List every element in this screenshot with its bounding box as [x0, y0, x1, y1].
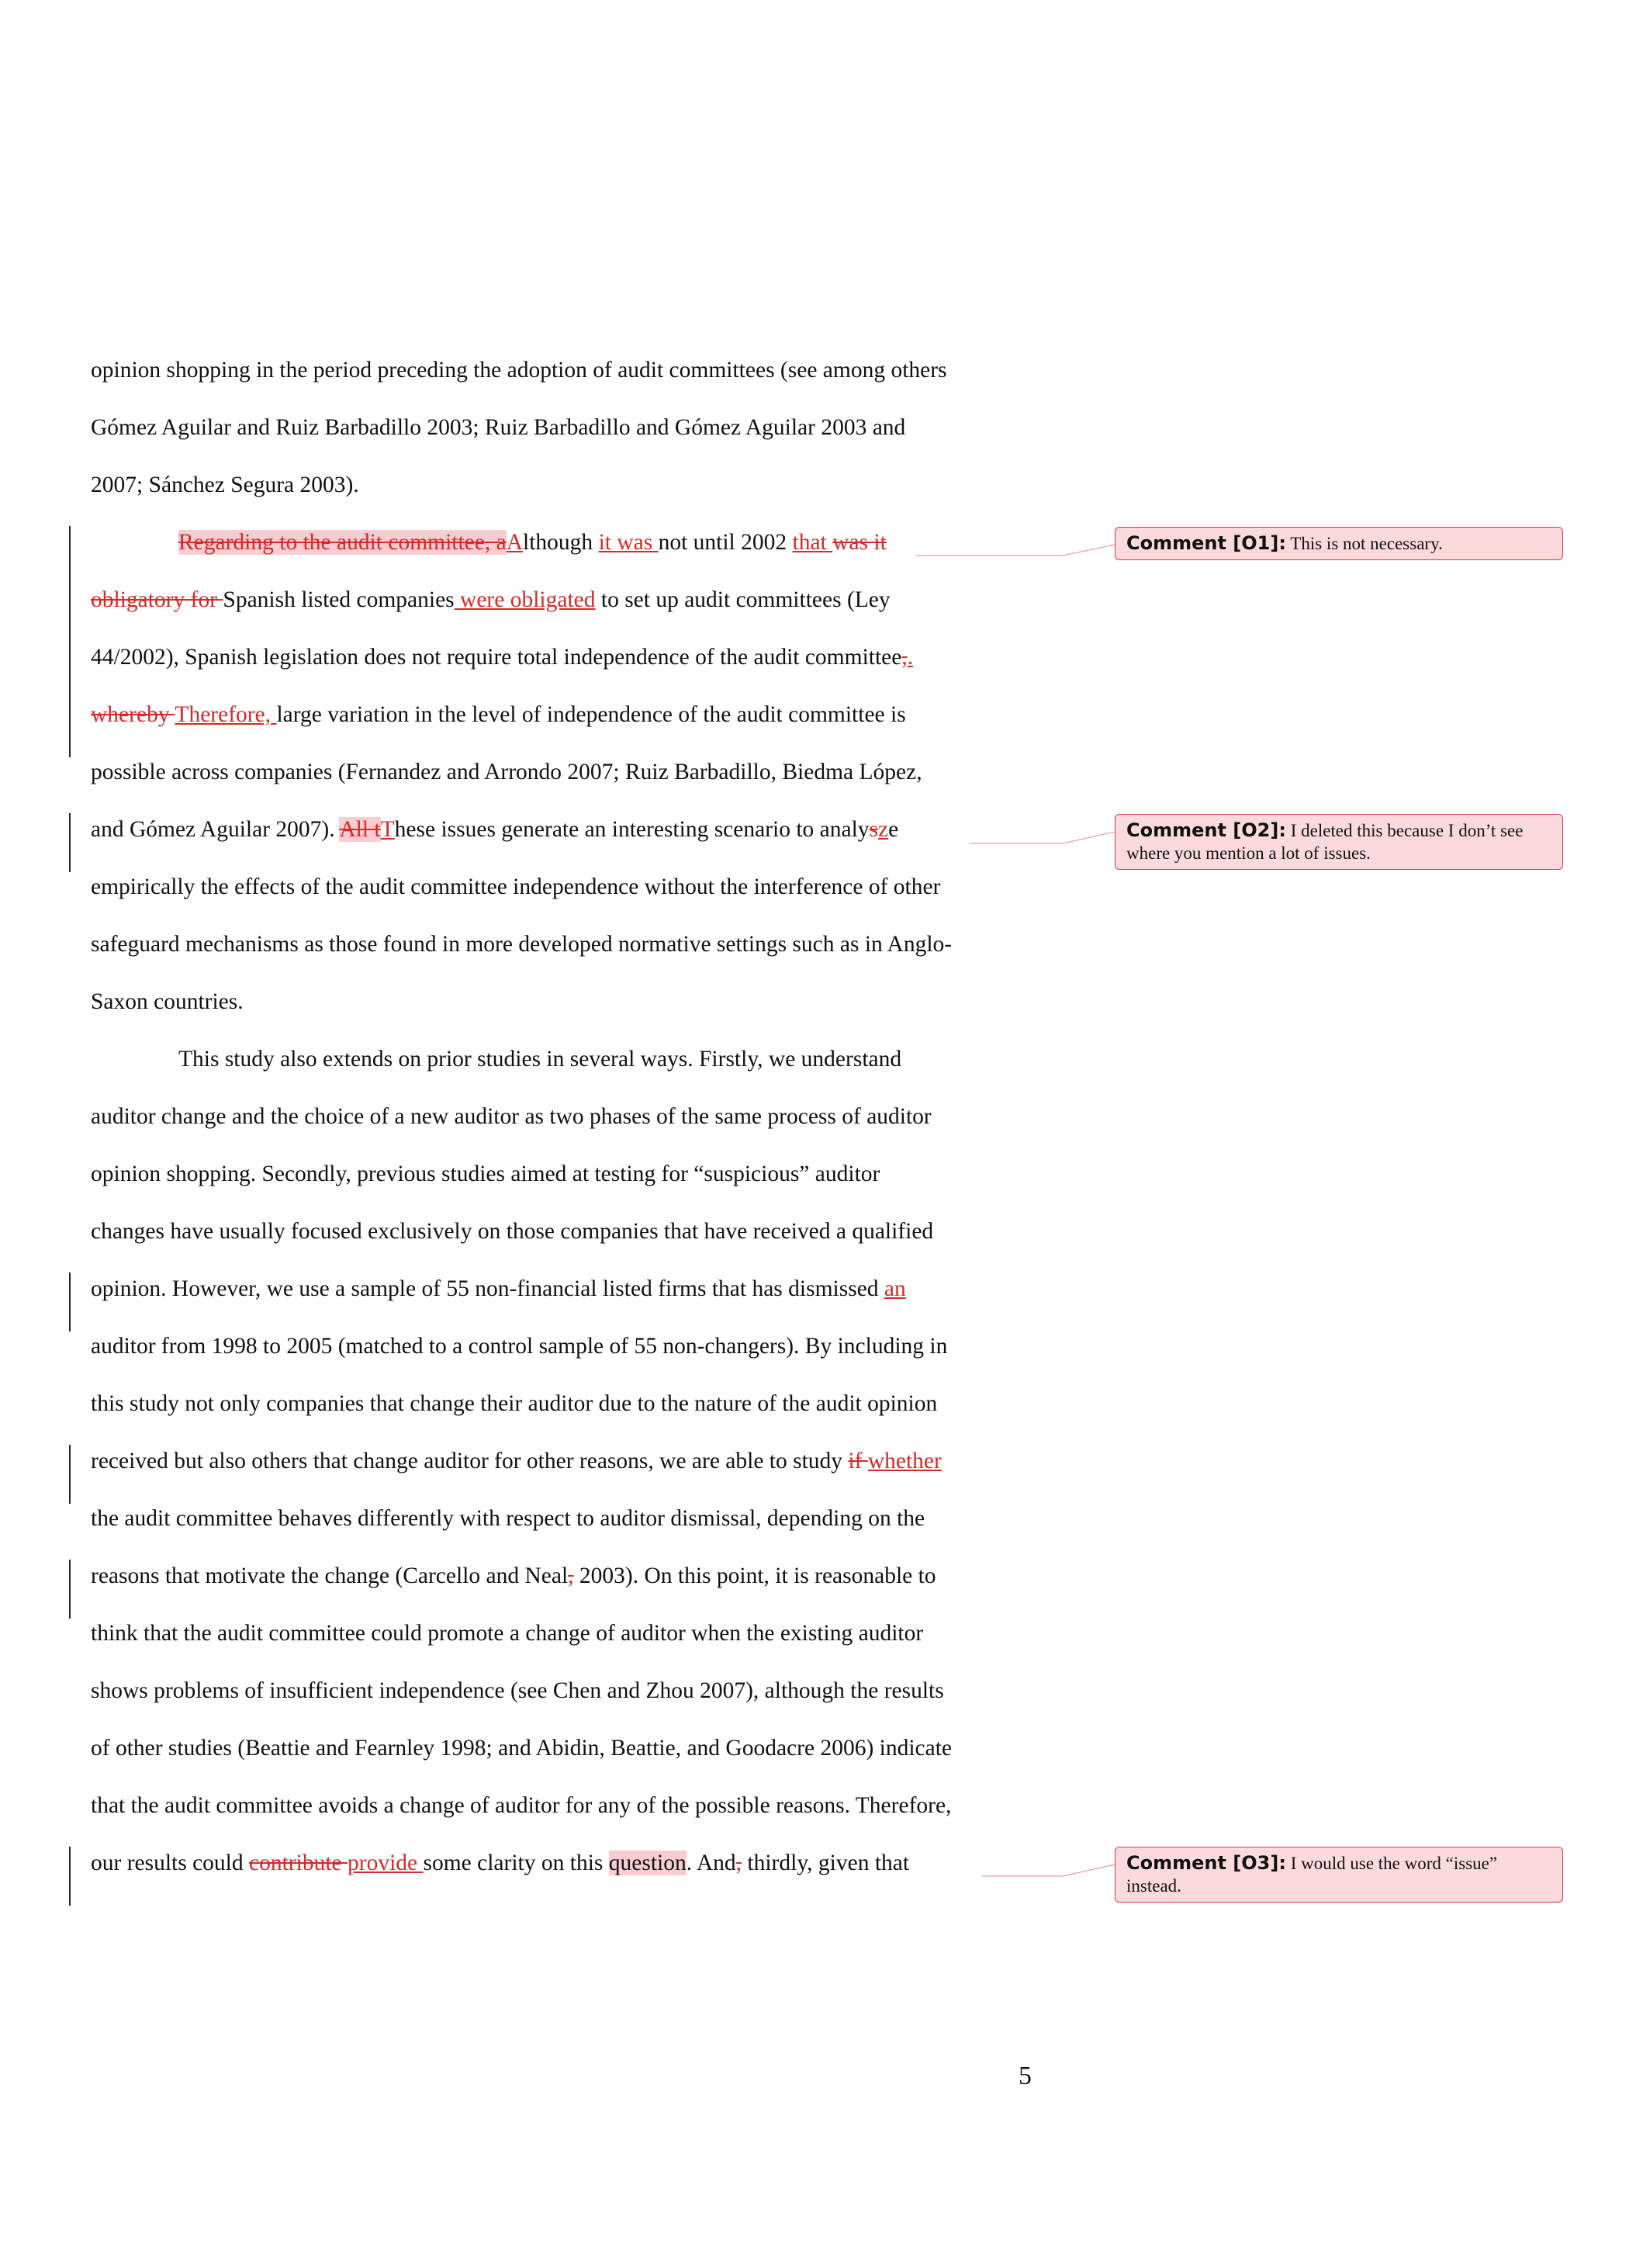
text-line-tracked: Regarding to the audit committee, aAlthough it was not until 2002 that was it	[178, 530, 887, 555]
insertion: provide	[348, 1851, 424, 1875]
text-line: that the audit committee avoids a change of auditor for any of the possible reasons. Therefore,	[91, 1793, 952, 1818]
comment-text: I deleted this because I don’t see where you mention a lot of issues.	[1126, 821, 1524, 863]
text-line: auditor from 1998 to 2005 (matched to a control sample of 55 non-changers). By including in	[91, 1334, 948, 1359]
insertion: whether	[867, 1449, 942, 1473]
text-line: think that the audit committee could promote a change of auditor when the existing auditor	[91, 1621, 924, 1646]
insertion: an	[884, 1276, 906, 1301]
text-line: Saxon countries.	[91, 989, 244, 1014]
comment-balloon[interactable]	[1115, 1847, 1563, 1903]
text-line: this study not only companies that change their auditor due to the nature of the audit opinion	[91, 1391, 938, 1416]
page-number: 5	[1019, 2062, 1032, 2090]
comment-connector-2	[970, 832, 1115, 843]
text-line-tracked: obligatory for Spanish listed companies were obligated to set up audit committees (Ley	[91, 587, 891, 612]
text-line-tracked: 44/2002), Spanish legislation does not require total independence of the audit committee,.	[91, 645, 914, 670]
text-line: auditor change and the choice of a new auditor as two phases of the same process of auditor	[91, 1104, 932, 1129]
insertion: Therefore,	[175, 702, 277, 727]
comment-label: Comment [O1]:	[1126, 532, 1286, 554]
insertion: that	[792, 530, 833, 555]
deletion: All t	[339, 817, 381, 842]
text-line: opinion shopping in the period preceding the adoption of audit committees (see among others	[91, 358, 947, 383]
text-line: shows problems of insufficient independence (see Chen and Zhou 2007), although the results	[91, 1678, 944, 1703]
text-line: 2007; Sánchez Segura 2003).	[91, 473, 359, 497]
text-line-tracked: reasons that motivate the change (Carcello and Neal, 2003). On this point, it is reasonable to	[91, 1563, 936, 1588]
deletion: was it	[832, 530, 887, 555]
comment-text: This is not necessary.	[1290, 534, 1443, 553]
deletion: if	[848, 1449, 868, 1473]
text-line: This study also extends on prior studies in several ways. Firstly, we understand	[178, 1047, 902, 1072]
deletion: ,	[735, 1851, 742, 1875]
insertion: .	[907, 645, 914, 670]
text-line: safeguard mechanisms as those found in more developed normative settings such as in Anglo-	[91, 932, 953, 957]
deletion: obligatory for	[91, 587, 223, 612]
text-line: of other studies (Beattie and Fearnley 1998; and Abidin, Beattie, and Goodacre 2006) indicate	[91, 1736, 953, 1761]
deletion: ,	[901, 645, 908, 670]
text-line: changes have usually focused exclusively on those companies that have received a qualified	[91, 1219, 934, 1244]
insertion: z	[878, 817, 889, 842]
deletion: ,	[568, 1563, 574, 1588]
deletion: whereby	[91, 702, 175, 727]
text-line: Gómez Aguilar and Ruiz Barbadillo 2003; Ruiz Barbadillo and Gómez Aguilar 2003 and	[91, 415, 906, 440]
comment-connector-1	[915, 545, 1115, 556]
comment-connector-3	[981, 1865, 1115, 1876]
insertion: were obligated	[454, 587, 596, 612]
text-line-tracked: whereby Therefore, large variation in the level of independence of the audit committee is	[91, 702, 906, 727]
deletion: s	[869, 817, 879, 842]
text-line: empirically the effects of the audit committee independence without the interference of other	[91, 874, 941, 899]
text-line: opinion shopping. Secondly, previous studies aimed at testing for “suspicious” auditor	[91, 1162, 880, 1186]
commented-text: question	[608, 1851, 687, 1875]
text-line: possible across companies (Fernandez and Arrondo 2007; Ruiz Barbadillo, Biedma López,	[91, 760, 922, 784]
deletion: Regarding to the audit committee, a	[178, 530, 507, 555]
insertion: T	[380, 817, 395, 842]
text-line-tracked: opinion. However, we use a sample of 55 non-financial listed firms that has dismissed an	[91, 1276, 906, 1301]
text-line-tracked: received but also others that change auditor for other reasons, we are able to study if whether	[91, 1449, 942, 1473]
comment-label: Comment [O2]:	[1126, 819, 1286, 841]
insertion: it was	[598, 530, 659, 555]
comment-label: Comment [O3]:	[1126, 1852, 1286, 1874]
comment-balloon[interactable]	[1115, 527, 1563, 560]
deletion: contribute	[249, 1851, 348, 1875]
insertion: A	[506, 530, 524, 555]
comment-balloon[interactable]	[1115, 814, 1563, 870]
text-line-tracked: our results could contribute provide some clarity on this question. And, thirdly, given that	[91, 1851, 910, 1875]
text-line-tracked: and Gómez Aguilar 2007). All tThese issues generate an interesting scenario to analysze	[91, 817, 899, 842]
text-line: the audit committee behaves differently with respect to auditor dismissal, depending on the	[91, 1506, 925, 1531]
comment-text: I would use the word “issue” instead.	[1126, 1854, 1498, 1896]
